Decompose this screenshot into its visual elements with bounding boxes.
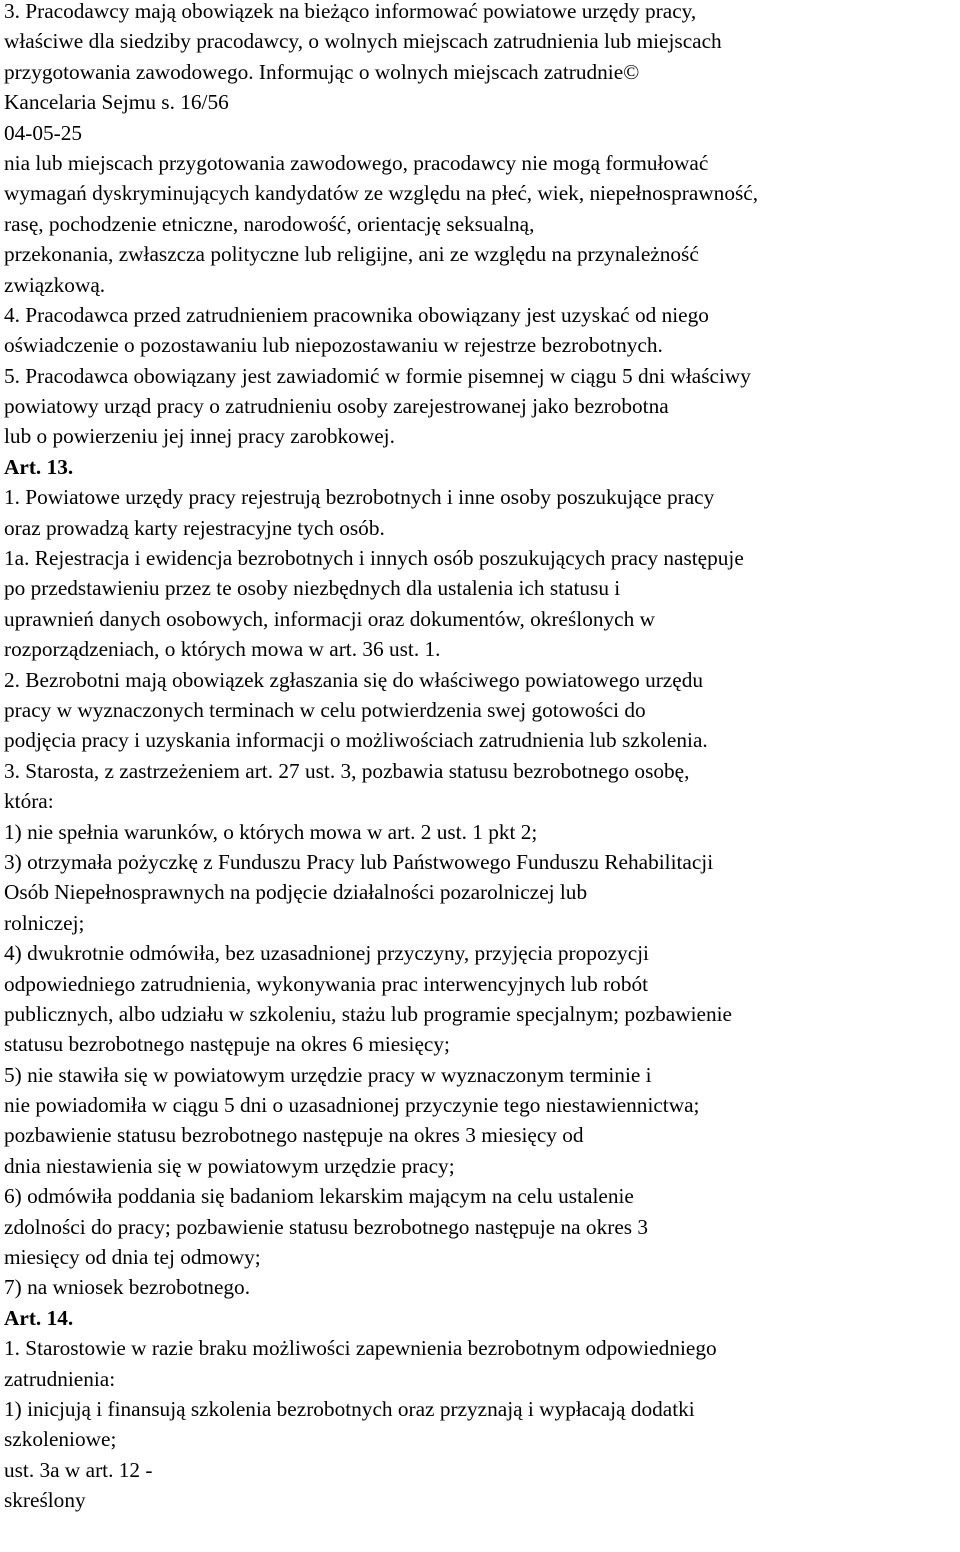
text-line: 5) nie stawiła się w powiatowym urzędzie pracy w wyznaczonym terminie i — [4, 1062, 652, 1087]
text-line: lub o powierzeniu jej innej pracy zarobkowej. — [4, 424, 395, 449]
text-line: ust. 3a w art. 12 - — [4, 1457, 153, 1482]
text-line: 1. Starostowie w razie braku możliwości zapewnienia bezrobotnym odpowiedniego — [4, 1336, 717, 1361]
text-line: wymagań dyskryminujących kandydatów ze względu na płeć, wiek, niepełnosprawność, — [4, 181, 759, 206]
text-line: zatrudnienia: — [4, 1366, 116, 1391]
text-line: miesięcy od dnia tej odmowy; — [4, 1245, 261, 1270]
text-line: 4) dwukrotnie odmówiła, bez uzasadnionej przyczyny, przyjęcia propozycji — [4, 941, 649, 966]
text-line: rolniczej; — [4, 910, 85, 935]
text-line: rasę, pochodzenie etniczne, narodowość, orientację seksualną, — [4, 211, 535, 236]
text-line: 1. Powiatowe urzędy pracy rejestrują bezrobotnych i inne osoby poszukujące pracy — [4, 485, 715, 510]
text-line: która: — [4, 789, 54, 814]
text-line: publicznych, albo udziału w szkoleniu, stażu lub programie specjalnym; pozbawienie — [4, 1001, 733, 1026]
text-line: skreślony — [4, 1488, 86, 1513]
text-line: 3. Starosta, z zastrzeżeniem art. 27 ust. 3, pozbawia statusu bezrobotnego osobę, — [4, 758, 690, 783]
text-line: właściwe dla siedziby pracodawcy, o wolnych miejscach zatrudnienia lub miejscach — [4, 29, 722, 54]
text-line: 7) na wniosek bezrobotnego. — [4, 1275, 251, 1300]
text-line: powiatowy urząd pracy o zatrudnieniu osoby zarejestrowanej jako bezrobotna — [4, 394, 669, 419]
text-line: 2. Bezrobotni mają obowiązek zgłaszania się do właściwego powiatowego urzędu — [4, 667, 704, 692]
text-line: 1) inicjują i finansują szkolenia bezrobotnych oraz przyznają i wypłacają dodatki — [4, 1396, 695, 1421]
text-line: szkoleniowe; — [4, 1427, 117, 1452]
text-line: przygotowania zawodowego. Informując o wolnych miejscach zatrudnie© — [4, 59, 645, 84]
article-heading: Art. 13. — [4, 454, 74, 479]
text-line: 1) nie spełnia warunków, o których mowa w art. 2 ust. 1 pkt 2; — [4, 819, 538, 844]
text-line: Osób Niepełnosprawnych na podjęcie działalności pozarolniczej lub — [4, 880, 588, 905]
text-line: 1a. Rejestracja i ewidencja bezrobotnych i innych osób poszukujących pracy następuje — [4, 546, 744, 571]
text-line: dnia niestawienia się w powiatowym urzędzie pracy; — [4, 1153, 455, 1178]
article-heading: Art. 14. — [4, 1305, 74, 1330]
text-line: uprawnień danych osobowych, informacji oraz dokumentów, określonych w — [4, 606, 655, 631]
text-line: 6) odmówiła poddania się badaniom lekarskim mającym na celu ustalenie — [4, 1184, 634, 1209]
header-date: 04-05-25 — [4, 120, 83, 145]
text-line: oświadczenie o pozostawaniu lub niepozostawaniu w rejestrze bezrobotnych. — [4, 333, 663, 358]
text-line: zdolności do pracy; pozbawienie statusu bezrobotnego następuje na okres 3 — [4, 1214, 649, 1239]
text-line: 4. Pracodawca przed zatrudnieniem pracownika obowiązany jest uzyskać od niego — [4, 302, 709, 327]
text-line: odpowiedniego zatrudnienia, wykonywania prac interwencyjnych lub robót — [4, 971, 649, 996]
header-note: Kancelaria Sejmu s. 16/56 — [4, 90, 229, 115]
text-line: nia lub miejscach przygotowania zawodowego, pracodawcy nie mogą formułować — [4, 150, 709, 175]
text-line: pracy w wyznaczonych terminach w celu potwierdzenia swej gotowości do — [4, 697, 646, 722]
text-line: przekonania, zwłaszcza polityczne lub religijne, ani ze względu na przynależność — [4, 242, 699, 267]
text-line: związkową. — [4, 272, 106, 297]
text-line: nie powiadomiła w ciągu 5 dni o uzasadnionej przyczynie tego niestawiennictwa; — [4, 1093, 700, 1118]
text-line: pozbawienie statusu bezrobotnego następuje na okres 3 miesięcy od — [4, 1123, 584, 1148]
text-line: oraz prowadzą karty rejestracyjne tych osób. — [4, 515, 385, 540]
text-line: po przedstawieniu przez te osoby niezbędnych dla ustalenia ich statusu i — [4, 576, 621, 601]
text-line: 5. Pracodawca obowiązany jest zawiadomić w formie pisemnej w ciągu 5 dni właściwy — [4, 363, 751, 388]
text-line: podjęcia pracy i uzyskania informacji o możliwościach zatrudnienia lub szkolenia. — [4, 728, 708, 753]
text-line: statusu bezrobotnego następuje na okres 6 miesięcy; — [4, 1032, 450, 1057]
text-line: 3) otrzymała pożyczkę z Funduszu Pracy lub Państwowego Funduszu Rehabilitacji — [4, 849, 714, 874]
text-line: 3. Pracodawcy mają obowiązek na bieżąco informować powiatowe urzędy pracy, — [4, 0, 697, 23]
text-line: rozporządzeniach, o których mowa w art. 36 ust. 1. — [4, 637, 441, 662]
